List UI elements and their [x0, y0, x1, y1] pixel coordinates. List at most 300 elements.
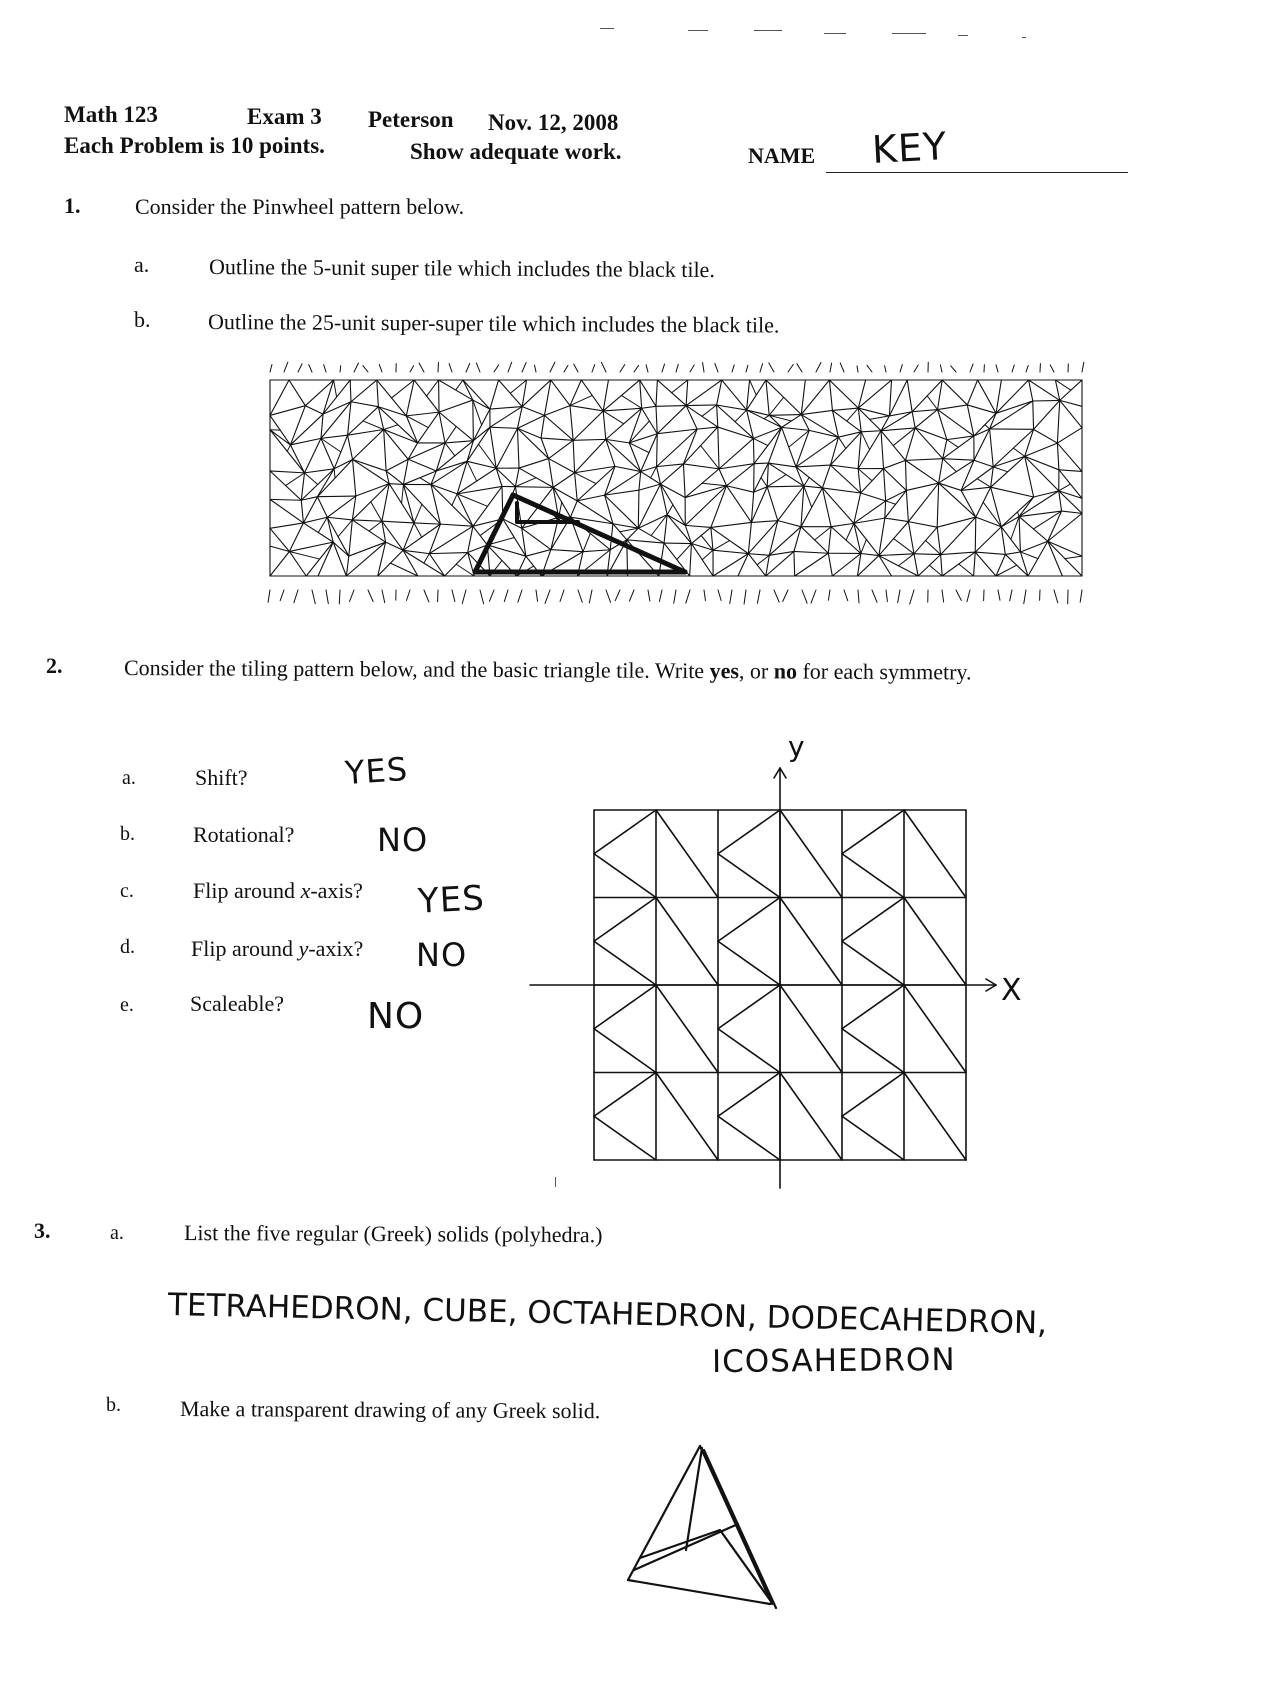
pinwheel-tile-edge — [685, 525, 691, 543]
pinwheel-tile-edge — [642, 406, 656, 408]
grid-triangle-edge — [718, 854, 780, 898]
grid-triangle-edge — [842, 985, 904, 1029]
pinwheel-tile-edge — [1010, 590, 1012, 601]
pinwheel-tile-edge — [490, 427, 518, 428]
pinwheel-tile-edge — [941, 552, 976, 555]
scan-speck — [600, 28, 614, 29]
pinwheel-tile-edge — [494, 365, 499, 372]
pinwheel-tile-edge — [518, 590, 522, 602]
pinwheel-tile-edge — [298, 364, 302, 372]
pinwheel-tile-edge — [713, 541, 730, 551]
pinwheel-tile-edge — [686, 590, 690, 603]
pinwheel-tile-edge — [452, 494, 457, 505]
grid-triangle-edge — [842, 898, 904, 942]
pinwheel-tile-edge — [908, 522, 914, 554]
axis-y-label: y — [788, 730, 806, 763]
pinwheel-tile-edge — [349, 542, 386, 556]
q2e-letter: e. — [120, 994, 134, 1016]
pinwheel-tile-edge — [575, 439, 606, 472]
pinwheel-tile-edge — [951, 366, 956, 372]
grid-triangle-edge — [594, 854, 656, 898]
grid-triangle-edge — [718, 985, 780, 1029]
pinwheel-tile-edge — [956, 590, 961, 600]
grid-triangle-edge — [718, 1029, 780, 1073]
grid-triangle-edge — [718, 810, 780, 854]
pinwheel-tile-edge — [940, 365, 942, 372]
q2b-text: Rotational? — [193, 822, 295, 847]
pinwheel-tile-edge — [809, 430, 838, 437]
pinwheel-tile-edge — [974, 460, 993, 467]
pinwheel-tiling-figure — [270, 372, 1090, 612]
pinwheel-tile-edge — [522, 528, 551, 549]
pinwheel-tile-edge — [657, 464, 684, 467]
pinwheel-tile-edge — [885, 518, 909, 521]
pinwheel-tile-edge — [667, 515, 691, 544]
pinwheel-tile-edge — [985, 425, 990, 429]
pinwheel-tile-edge — [517, 428, 548, 458]
grid-triangle-edge — [594, 1116, 656, 1160]
pinwheel-tile-edge — [290, 438, 321, 445]
y-axis-arrowhead — [774, 768, 780, 778]
pinwheel-tile-edge — [515, 478, 536, 487]
pinwheel-tile-edge — [378, 407, 383, 430]
pinwheel-tile-edge — [1050, 365, 1054, 372]
pinwheel-tile-edge — [970, 364, 973, 372]
tetra-edge-bottom — [628, 1580, 770, 1604]
pinwheel-tile-edge — [603, 380, 608, 411]
pinwheel-tile-edge — [305, 473, 318, 485]
pinwheel-tile-edge — [801, 410, 832, 414]
grid-triangle-edge — [594, 985, 656, 1029]
pinwheel-tile-edge — [908, 522, 937, 528]
pinwheel-tile-edge — [303, 497, 317, 523]
name-underline — [826, 172, 1128, 173]
pinwheel-tile-edge — [414, 523, 440, 524]
pinwheel-tile-edge — [722, 380, 747, 410]
q2a-answer: YES — [343, 749, 410, 793]
pinwheel-tile-edge — [603, 408, 641, 411]
pinwheel-tile-edge — [1054, 590, 1058, 603]
pinwheel-tile-edge — [801, 380, 829, 415]
pinwheel-tile-edge — [788, 364, 793, 372]
grid-triangle-edge — [656, 898, 718, 986]
problem-3a-text: List the five regular (Greek) solids (polyhedra.) — [183, 1220, 603, 1248]
pinwheel-tile-edge — [886, 590, 887, 601]
pinwheel-tile-edge — [782, 427, 810, 430]
pinwheel-tile-edge — [937, 527, 940, 554]
pinwheel-tile-edge — [286, 473, 305, 486]
grid-triangle-edge — [904, 985, 966, 1073]
pinwheel-tile-edge — [822, 488, 860, 493]
pinwheel-tile-edge — [549, 459, 554, 488]
pinwheel-tile-edge — [473, 400, 474, 441]
pinwheel-tile-edge — [439, 400, 473, 412]
pinwheel-tile-edge — [870, 416, 890, 420]
pinwheel-tile-edge — [1025, 443, 1058, 456]
pinwheel-tile-edge — [1059, 470, 1082, 472]
pinwheel-tile-edge — [290, 414, 323, 445]
pinwheel-tile-edge — [959, 564, 974, 576]
pinwheel-tile-edge — [1020, 552, 1037, 559]
grid-triangle-edge — [780, 810, 842, 898]
pinwheel-tile-edge — [690, 544, 692, 576]
pinwheel-tile-edge — [905, 428, 915, 460]
tetra-edge-front — [686, 1448, 702, 1550]
pinwheel-tile-edge — [760, 364, 763, 372]
pinwheel-tile-edge — [719, 469, 727, 486]
grid-triangle-edge — [718, 898, 780, 942]
pinwheel-tile-edge — [774, 590, 779, 602]
q2d-letter: d. — [120, 936, 135, 958]
pinwheel-tile-edge — [408, 459, 436, 471]
pinwheel-tile-edge — [303, 517, 327, 523]
pinwheel-tile-edge — [403, 459, 408, 484]
pinwheel-tile-edge — [794, 551, 828, 553]
grid-triangle-edge — [718, 1073, 780, 1117]
pinwheel-tile-edge — [886, 501, 896, 504]
pinwheel-tile-edge — [815, 527, 831, 540]
pinwheel-tile-edge — [1017, 512, 1019, 517]
pinwheel-tile-edge — [822, 488, 831, 527]
pinwheel-tile-edge — [508, 362, 512, 372]
pinwheel-tile-edge — [858, 380, 891, 408]
pinwheel-tile-edge — [746, 365, 748, 372]
pinwheel-tile-edge — [490, 407, 522, 410]
pinwheel-tile-edge — [327, 496, 356, 517]
pinwheel-tile-edge — [449, 364, 452, 372]
pinwheel-tile-edge — [937, 517, 976, 527]
pinwheel-tile-edge — [941, 555, 943, 576]
pinwheel-tile-edge — [831, 523, 854, 526]
pinwheel-tile-edge — [858, 469, 872, 481]
grid-triangle-edge — [594, 898, 656, 942]
pinwheel-tile-edge — [605, 490, 639, 495]
pinwheel-tile-edge — [440, 524, 473, 526]
grid-triangle-edge — [656, 985, 718, 1073]
pinwheel-tile-edge — [961, 490, 976, 517]
pinwheel-tile-edge — [832, 408, 858, 410]
pinwheel-tile-edge — [893, 428, 915, 446]
q2c-letter: c. — [120, 880, 134, 902]
pinwheel-tile-edge — [939, 483, 976, 517]
pinwheel-tile-edge — [832, 553, 861, 576]
grid-triangle-edge — [842, 941, 904, 985]
pinwheel-tile-edge — [377, 380, 379, 407]
pinwheel-tile-edge — [844, 590, 848, 601]
grid-triangle-edge — [842, 1029, 904, 1073]
pinwheel-tile-edge — [424, 590, 429, 602]
pinwheel-tile-edge — [545, 590, 550, 603]
pinwheel-tile-edge — [858, 432, 861, 469]
pinwheel-tile-edge — [301, 473, 304, 500]
pinwheel-tile-edge — [490, 407, 522, 428]
pinwheel-tile-edge — [662, 364, 665, 372]
pinwheel-tile-edge — [889, 380, 891, 416]
pinwheel-tile-edge — [638, 490, 639, 528]
pinwheel-tile-edge — [284, 362, 288, 372]
pinwheel-tile-edge — [926, 540, 941, 554]
pinwheel-tile-edge — [640, 380, 656, 406]
pinwheel-tile-edge — [305, 469, 335, 473]
pinwheel-tile-edge — [927, 396, 937, 410]
pinwheel-tile-edge — [667, 505, 673, 515]
pinwheel-tile-edge — [406, 412, 439, 416]
pinwheel-tile-edge — [686, 380, 688, 406]
pinwheel-tile-edge — [457, 486, 502, 493]
pinwheel-tile-edge — [352, 520, 382, 521]
pinwheel-super-tile-outline — [513, 495, 685, 572]
pinwheel-tile-edge — [290, 445, 304, 473]
pinwheel-tile-edge — [363, 421, 384, 430]
pinwheel-tile-edge — [386, 459, 408, 471]
pinwheel-tile-edge — [990, 429, 994, 467]
pinwheel-tile-edge — [975, 552, 996, 576]
pinwheel-tile-edge — [431, 485, 440, 525]
pinwheel-tile-edge — [517, 428, 541, 438]
pinwheel-tile-edge — [1033, 401, 1034, 429]
pinwheel-tile-edge — [683, 429, 697, 464]
pinwheel-tile-edge — [879, 554, 914, 556]
pinwheel-tile-edge — [573, 440, 574, 472]
pinwheel-tile-edge — [885, 366, 886, 372]
pinwheel-tile-edge — [560, 590, 564, 602]
pinwheel-tile-edge — [1025, 456, 1034, 497]
pinwheel-tile-edge — [861, 493, 886, 501]
solids-answer-line2: ICOSAHEDRON — [711, 1341, 956, 1381]
pinwheel-tile-edge — [735, 410, 747, 422]
pinwheel-tile-edge — [351, 380, 377, 402]
problem-3-number: 3. — [34, 1218, 51, 1243]
pinwheel-tile-edge — [522, 407, 544, 416]
pinwheel-tile-edge — [884, 469, 886, 501]
pinwheel-tile-edge — [350, 590, 354, 602]
pinwheel-tile-edge — [1020, 541, 1047, 552]
pinwheel-tile-edge — [615, 590, 620, 601]
q2b-answer: NO — [377, 821, 429, 859]
pinwheel-tile-edge — [686, 380, 722, 406]
pinwheel-tile-edge — [1059, 484, 1071, 491]
pinwheel-tile-edge — [270, 364, 272, 372]
pinwheel-tile-edge — [993, 467, 1007, 472]
pinwheel-tile-edge — [312, 590, 315, 604]
pinwheel-tile-edge — [1026, 365, 1028, 372]
pinwheel-tile-edge — [861, 553, 879, 555]
pinwheel-tile-edge — [575, 473, 596, 484]
pinwheel-tile-edge — [672, 380, 688, 393]
pinwheel-tile-edge — [346, 542, 385, 576]
pinwheel-tile-edge — [550, 362, 555, 372]
pinwheel-tile-edge — [967, 380, 977, 405]
pinwheel-tile-edge — [993, 456, 1024, 467]
pinwheel-tile-edge — [847, 408, 858, 421]
pinwheel-tile-edge — [573, 411, 603, 440]
pinwheel-tile-edge — [536, 590, 538, 601]
pinwheel-tile-edge — [589, 590, 592, 603]
pinwheel-tile-edge — [861, 432, 869, 450]
pinwheel-tile-edge — [730, 590, 732, 604]
grid-triangle-edge — [780, 985, 842, 1073]
pinwheel-tile-edge — [1034, 429, 1058, 443]
pinwheel-tile-edge — [384, 429, 386, 470]
pinwheel-super-tile-outline — [475, 495, 513, 572]
pinwheel-tile-edge — [702, 483, 726, 486]
pinwheel-tile-edge — [640, 380, 642, 408]
pinwheel-tile-edge — [828, 590, 830, 600]
pinwheel-tile-edge — [544, 406, 570, 416]
grid-triangle-edge — [904, 898, 966, 986]
q2a-letter: a. — [122, 767, 136, 789]
pinwheel-tile-edge — [816, 362, 821, 372]
grid-triangle-edge — [594, 1029, 656, 1073]
pinwheel-tile-edge — [659, 590, 662, 601]
pinwheel-tile-edge — [768, 427, 781, 463]
pinwheel-tile-edge — [606, 590, 611, 602]
pinwheel-tile-edge — [1019, 517, 1020, 552]
pinwheel-tile-edge — [551, 550, 583, 552]
exam-date: Nov. 12, 2008 — [488, 110, 619, 135]
pinwheel-tile-edge — [912, 412, 915, 428]
pinwheel-tile-edge — [769, 397, 783, 415]
scan-speck — [892, 33, 926, 34]
pinwheel-tile-edge — [348, 435, 353, 459]
pinwheel-tile-edge — [811, 590, 816, 603]
pinwheel-tile-edge — [907, 380, 912, 412]
pinwheel-tile-edge — [914, 554, 941, 555]
pinwheel-tile-edge — [356, 484, 389, 496]
pinwheel-tile-edge — [1065, 556, 1082, 559]
pinwheel-tile-edge — [280, 590, 284, 601]
pinwheel-tile-edge — [996, 554, 1005, 576]
prompt-end: for each symmetry. — [796, 658, 972, 685]
pinwheel-tile-edge — [490, 427, 496, 468]
pinwheel-tile-edge — [747, 410, 754, 438]
pinwheel-tile-edge — [353, 459, 356, 496]
pinwheel-tile-edge — [947, 440, 958, 448]
pinwheel-tile-edge — [656, 406, 657, 433]
pinwheel-tile-edge — [480, 590, 484, 604]
pinwheel-tile-edge — [317, 496, 355, 497]
pinwheel-tile-edge — [504, 590, 508, 602]
pinwheel-tile-edge — [685, 525, 711, 527]
pinwheel-tile-edge — [767, 486, 804, 487]
pinwheel-tile-edge — [794, 551, 795, 576]
pinwheel-tile-edge — [804, 486, 812, 507]
pinwheel-tile-edge — [858, 590, 859, 603]
pinwheel-tile-edge — [683, 464, 685, 498]
grid-triangle-edge — [904, 1073, 966, 1161]
scan-speck — [555, 1177, 556, 1187]
pinwheel-tile-edge — [639, 484, 661, 490]
pinwheel-tile-edge — [717, 405, 718, 427]
pinwheel-tile-edge — [778, 486, 804, 521]
pinwheel-tile-edge — [1025, 456, 1059, 491]
pinwheel-tile-edge — [838, 437, 845, 448]
pinwheel-tile-edge — [754, 463, 768, 464]
pinwheel-tile-edge — [697, 427, 718, 429]
pinwheel-tile-edge — [638, 484, 660, 528]
problem-1-prompt: Consider the Pinwheel pattern below. — [135, 194, 465, 219]
pinwheel-tile-edge — [974, 552, 976, 576]
q2d-text — [191, 936, 363, 962]
q2d-var: y — [298, 936, 309, 961]
pinwheel-tile-edge — [861, 431, 881, 432]
pinwheel-tile-edge — [583, 533, 590, 551]
pinwheel-tile-edge — [287, 445, 290, 451]
x-axis-arrowhead — [986, 979, 996, 985]
pinwheel-tile-edge — [942, 590, 944, 602]
pinwheel-tile-edge — [301, 500, 303, 523]
pinwheel-tile-edge — [290, 406, 305, 445]
pinwheel-tile-edge — [1060, 400, 1082, 406]
pinwheel-tile-edge — [657, 406, 686, 434]
pinwheel-tile-edge — [549, 440, 574, 458]
pinwheel-tile-edge — [1034, 400, 1060, 429]
q2c-text — [193, 878, 363, 904]
pinwheel-tile-edge — [382, 590, 385, 603]
pinwheel-tile-edge — [564, 365, 568, 372]
pinwheel-tile-edge — [457, 494, 473, 526]
pinwheel-tile-edge — [748, 522, 751, 553]
pinwheel-tile-edge — [309, 365, 312, 372]
pinwheel-tile-edge — [761, 478, 767, 487]
pinwheel-tile-edge — [991, 487, 1002, 527]
pinwheel-tile-edge — [583, 550, 610, 552]
pinwheel-tile-edge — [937, 483, 938, 527]
pinwheel-tile-edge — [353, 459, 390, 483]
pinwheel-tile-edge — [317, 497, 327, 518]
pinwheel-tile-edge — [797, 364, 802, 372]
pinwheel-tile-edge — [519, 459, 549, 468]
pinwheel-tile-edge — [828, 553, 832, 576]
pinwheel-tile-edge — [991, 487, 1034, 497]
problem-2-prompt — [124, 655, 972, 685]
pinwheel-tile-edge — [1012, 365, 1014, 372]
pinwheel-tile-edge — [1033, 400, 1060, 401]
pinwheel-tile-edge — [406, 416, 428, 428]
grid-triangle-edge — [594, 810, 656, 854]
pinwheel-tile-edge — [601, 362, 606, 372]
grid-triangle-edge — [904, 810, 966, 898]
pinwheel-tile-edge — [369, 521, 382, 531]
pinwheel-tile-edge — [1024, 590, 1026, 604]
pinwheel-tile-edge — [751, 521, 777, 523]
pinwheel-tile-edge — [384, 425, 398, 430]
pinwheel-tile-edge — [881, 428, 915, 431]
pinwheel-tile-edge — [748, 554, 769, 556]
pinwheel-tile-edge — [943, 459, 974, 461]
pinwheel-tile-edge — [1025, 456, 1059, 469]
pinwheel-tile-edge — [867, 365, 872, 372]
pinwheel-tile-edge — [991, 467, 994, 487]
pinwheel-tile-edge — [321, 414, 323, 438]
pinwheel-tile-edge — [657, 429, 698, 466]
pinwheel-tile-edge — [975, 552, 1005, 554]
pinwheel-tile-edge — [445, 443, 455, 456]
pinwheel-tile-edge — [967, 590, 970, 602]
problem-2-number: 2. — [46, 653, 63, 678]
pinwheel-tile-edge — [270, 528, 289, 551]
pinwheel-tile-edge — [886, 490, 907, 500]
pinwheel-tile-edge — [840, 363, 844, 372]
pinwheel-tile-edge — [767, 475, 786, 487]
q2a-text: Shift? — [195, 765, 248, 790]
pinwheel-tile-edge — [938, 410, 974, 436]
pinwheel-tile-edge — [305, 438, 321, 472]
pinwheel-tile-edge — [804, 477, 809, 486]
pinwheel-tile-edge — [371, 502, 382, 521]
pinwheel-tile-edge — [884, 469, 907, 491]
pinwheel-tile-edge — [657, 434, 658, 467]
